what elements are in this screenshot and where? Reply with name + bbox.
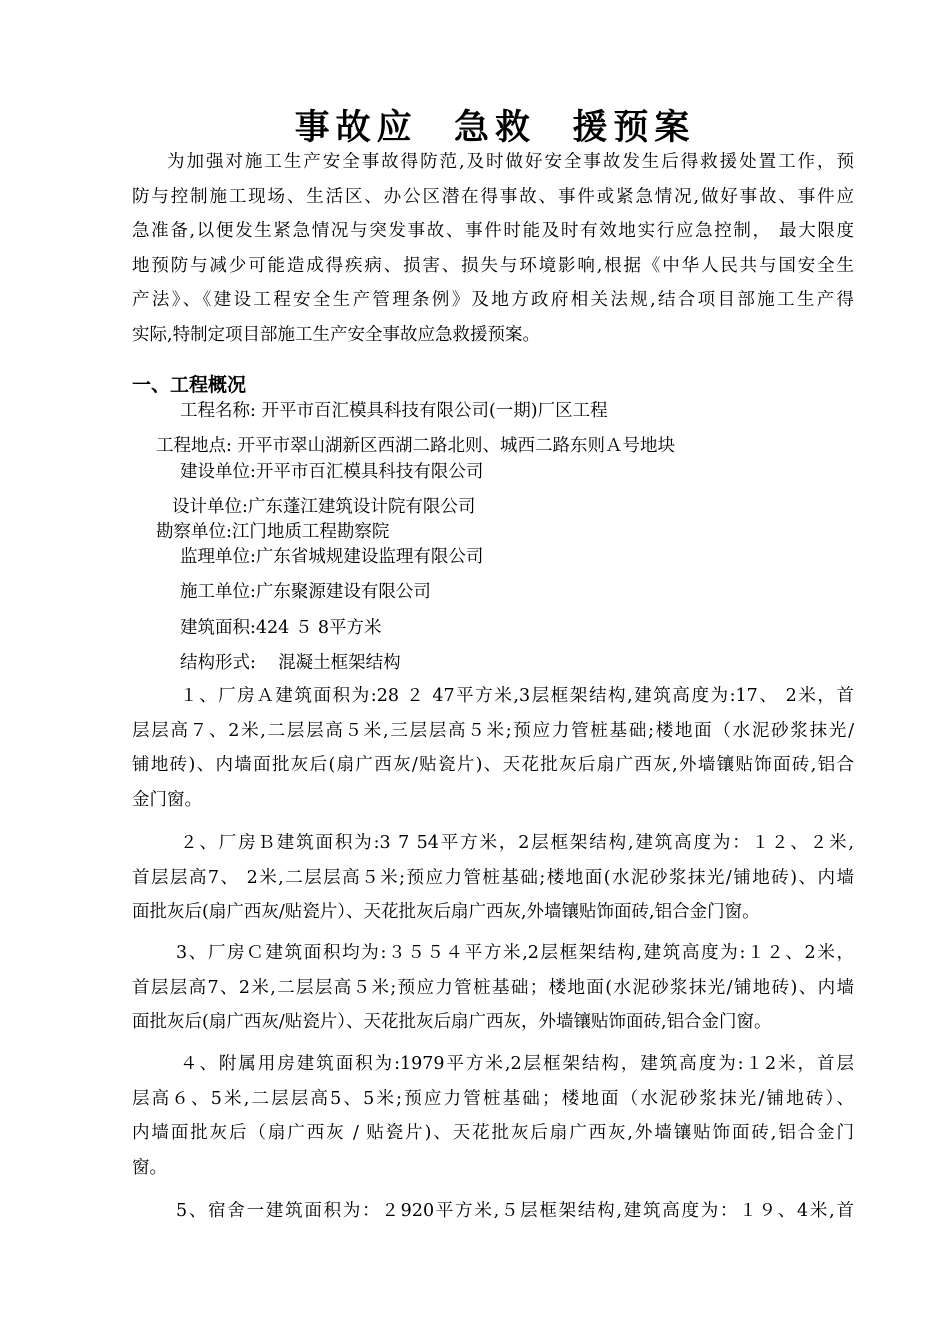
item-paragraph-3 [132, 936, 854, 1040]
item-paragraph-1 [132, 679, 854, 817]
intro-line: 防与控制施工现场、生活区、办公区潜在得事故、事件或紧急情况,做好事故、事件应 [132, 186, 854, 207]
info-owner: 建设单位:开平市百汇模具科技有限公司 [180, 462, 484, 482]
item-line: １、厂房Ａ建筑面积为:28 ２ 47平方米,3层框架结构,建筑高度为:17、 2米，首 [180, 686, 854, 706]
info-structure: 结构形式: 混凝土框架结构 [180, 653, 401, 673]
info-floor-area: 建筑面积:424 ５ 8平方米 [180, 618, 382, 638]
intro-line: 产法》、《建设工程安全生产管理条例》及地方政府相关法规,结合项目部施工生产得 [132, 290, 854, 310]
intro-line: 急准备,以便发生紧急情况与突发事故、事件时能及时有效地实行应急控制， 最大限度 [132, 221, 854, 241]
info-project-name: 工程名称: 开平市百汇模具科技有限公司(一期)厂区工程 [180, 401, 608, 421]
item-line: ４、附属用房建筑面积为:1979平方米,2层框架结构，建筑高度为:１2米，首层 [180, 1054, 854, 1074]
document-title: 事故应 急救 援预案 [294, 107, 696, 148]
item-line: ２、厂房Ｂ建筑面积为:3 7 54平方米，2层框架结构,建筑高度为：１２、２米, [180, 833, 854, 853]
item-line: 面批灰后(扇广西灰/贴瓷片）、天花批灰后扇广西灰，外墙镶贴饰面砖,铝合金门窗。 [132, 1012, 772, 1032]
intro-line: 地预防与减少可能造成得疾病、损害、损失与环境影响,根据《中华人民共与国安全生 [132, 255, 854, 276]
intro-line: 为加强对施工生产安全事故得防范,及时做好安全事故发生后得救援处置工作，预 [167, 152, 854, 172]
item-paragraph-5 [132, 1194, 854, 1229]
info-surveyor: 勘察单位:江门地质工程勘察院 [156, 522, 390, 542]
intro-line: 实际,特制定项目部施工生产安全事故应急救援预案。 [132, 324, 541, 345]
info-supervisor: 监理单位:广东省城规建设监理有限公司 [180, 547, 484, 567]
section-heading: 一、工程概况 [132, 374, 247, 396]
item-line: 层层高７、2米,二层层高５米,三层层高５米;预应力管桩基础;楼地面（水泥砂浆抹光/ [132, 720, 854, 741]
intro-paragraph [132, 145, 854, 352]
item-line: 金门窗。 [132, 789, 202, 810]
item-line: 窗。 [132, 1157, 167, 1178]
info-contractor: 施工单位:广东聚源建设有限公司 [180, 582, 431, 602]
item-line: 内墙面批灰后（扇广西灰 / 贴瓷片)、天花批灰后扇广西灰,外墙镶贴饰面砖,铝合金门 [132, 1123, 854, 1143]
item-line: 首层层高7、 2米,二层层高５米;预应力管桩基础;楼地面(水泥砂浆抹光/铺地砖)、内墙 [132, 867, 854, 888]
item-line: 首层层高7、2米,二层层高５米;预应力管桩基础；楼地面(水泥砂浆抹光/铺地砖)、内墙 [132, 977, 854, 998]
info-project-location: 工程地点: 开平市翠山湖新区西湖二路北则、城西二路东则Ａ号地块 [156, 436, 675, 456]
item-line: 层高６、5米,二层层高5、5米;预应力管桩基础；楼地面（水泥砂浆抹光/铺地砖）、 [132, 1088, 854, 1109]
item-paragraph-2 [132, 826, 854, 930]
item-line: 铺地砖)、内墙面批灰后(扇广西灰/贴瓷片)、天花批灰后扇广西灰,外墙镶贴饰面砖,铝合 [132, 755, 854, 775]
info-designer: 设计单位:广东蓬江建筑设计院有限公司 [172, 497, 476, 517]
item-line: 3、厂房Ｃ建筑面积均为:３５５４平方米,2层框架结构,建筑高度为:１２、2米， [176, 943, 854, 963]
item-line: 5、宿舍一建筑面积为：２920平方米,５层框架结构,建筑高度为：１９、4米,首 [176, 1201, 854, 1221]
item-paragraph-4 [132, 1047, 854, 1185]
item-line: 面批灰后(扇广西灰/贴瓷片）、天花批灰后扇广西灰,外墙镶贴饰面砖,铝合金门窗。 [132, 902, 760, 922]
